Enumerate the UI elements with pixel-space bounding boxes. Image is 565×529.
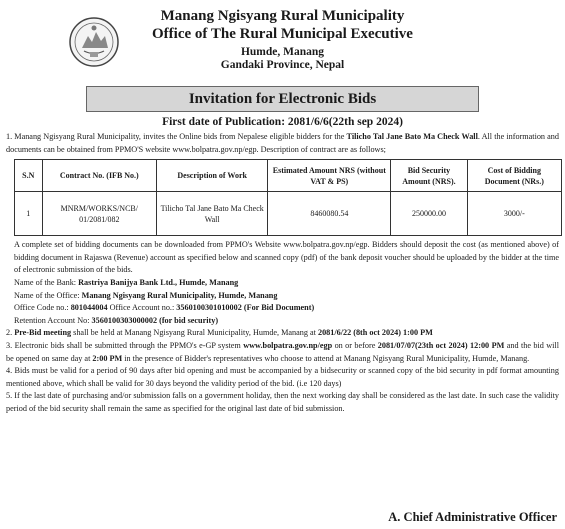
egp-link[interactable]: www.bolpatra.gov.np/egp (243, 340, 333, 350)
table-header-row (15, 160, 562, 192)
table-cell: 1 (15, 192, 43, 236)
opening-time: 2:00 PM (92, 353, 123, 363)
col-header: S.N (15, 160, 43, 192)
table-cell: 250000.00 (391, 192, 467, 236)
publication-date: First date of Publication: 2081/6/6(22th sep 2024) (162, 116, 403, 128)
project-name: Tilicho Tal Jane Bato Ma Check Wall (346, 132, 478, 141)
office-location: Humde, Manang (240, 46, 325, 58)
paragraph-number: 5. (6, 391, 13, 401)
paragraph-number: 1. (6, 132, 13, 141)
paragraph-text: Electronic bids shall be submitted through the PPMO's e-GP system (14, 340, 244, 350)
label: Office Account no.: (107, 303, 177, 313)
paragraph-text: If the last date of purchasing and/or submission falls on a government holiday, then the next working day shall be considered as the last date. In such case the validity period of the bid security shall remain the same as specified for the original last date of bid submission. (6, 391, 560, 413)
label: Retention Account No: (14, 315, 92, 325)
table-cell: 8460080.54 (268, 192, 391, 236)
table-cell: 3000/- (467, 192, 561, 236)
paragraph-text: in the presence of Bidder's representatives who choose to attend at Manang Ngisyang Rural Municipality, Humde, Manang. (122, 353, 530, 363)
paragraph-number: 2. (6, 328, 13, 338)
account-office: Manang Ngisyang Rural Municipality, Humde, Manang (81, 290, 278, 300)
office-account: 3560100301010002 (For Bid Document) (176, 303, 315, 313)
col-header: Description of Work (157, 160, 268, 192)
nepal-emblem-icon (68, 16, 120, 68)
table-cell: Tilicho Tal Jane Bato Ma Check Wall (157, 192, 268, 236)
paragraph-2 (6, 327, 559, 340)
office-code: 801044004 (70, 303, 108, 313)
col-header: Cost of Bidding Document (NRs.) (467, 160, 561, 192)
paragraph-text: Manang Ngisyang Rural Municipality, invites the Online bids from Nepalese eligible bidders for the (14, 132, 347, 141)
retention-line (14, 315, 559, 328)
paragraph-text: on or before (332, 340, 378, 350)
paragraph-4 (6, 365, 559, 390)
label: Office Code no.: (14, 303, 71, 313)
header (6, 4, 559, 84)
paragraph-documents: A complete set of bidding documents can be downloaded from PPMO's Website www.bolpatra.gov.np/egp. Bidders should deposit the cost (as mentioned above) of bidding document in Rajaswa (Revenue) account as specified below and scanned copy (pdf) of the bank deposit voucher should be uploaded by the bidder at the time of electronic submission of the bids. (14, 240, 559, 275)
paragraph-text: . All the information and documents can be obtained from PPMO'S website www.bolpatra.gov.np/egp. Description of contract are as follows; (6, 132, 559, 154)
col-header: Bid Security Amount (NRS). (391, 160, 467, 192)
office-code-line (14, 302, 559, 315)
table-row (15, 192, 562, 236)
bid-table (14, 159, 562, 236)
col-header: Estimated Amount NRS (without VAT & PS) (268, 160, 391, 192)
signature: A. Chief Administrative Officer (388, 510, 557, 524)
pre-bid-label: Pre-Bid meeting (14, 328, 72, 338)
office-province: Gandaki Province, Nepal (220, 59, 345, 71)
paragraph-5 (6, 390, 559, 415)
paragraph-number: 3. (6, 340, 13, 350)
table-cell: MNRM/WORKS/NCB/ 01/2081/082 (42, 192, 156, 236)
paragraph-text: Bids must be valid for a period of 90 days after bid opening and must be accompanied by a bidsecurity or scanned copy of the bid security in pdf format amounting mentioned above, which shall be valid for 30 days beyond the validity period of the bid. (i.e 120 days) (6, 366, 559, 388)
bank-details (6, 277, 559, 327)
label: Name of the Office: (14, 290, 82, 300)
paragraph-1 (6, 131, 559, 156)
paragraph-number: 4. (6, 366, 13, 376)
retention-account: 3560100303000002 (for bid security) (91, 315, 219, 325)
submission-deadline: 2081/07/07(23th oct 2024) 12:00 PM (377, 340, 505, 350)
bank-name: Rastriya Banijya Bank Ltd., Humde, Manang (78, 277, 239, 287)
office-name-line (14, 290, 559, 303)
municipality-name: Manang Ngisyang Rural Municipality (160, 8, 405, 24)
bank-name-line (14, 277, 559, 290)
paragraph-text: and the bid will be opened on same day at (6, 340, 559, 363)
notice-banner: Invitation for Electronic Bids (86, 86, 479, 112)
office-name: Office of The Rural Municipal Executive (152, 26, 413, 42)
pre-bid-date: 2081/6/22 (8th oct 2024) 1:00 PM (317, 328, 433, 338)
paragraph-3 (6, 340, 559, 365)
label: Name of the Bank: (14, 277, 79, 287)
col-header: Contract No. (IFB No.) (42, 160, 156, 192)
paragraph-text: shall be held at Manang Ngisyang Rural Municipality, Humde, Manang at (71, 328, 318, 338)
